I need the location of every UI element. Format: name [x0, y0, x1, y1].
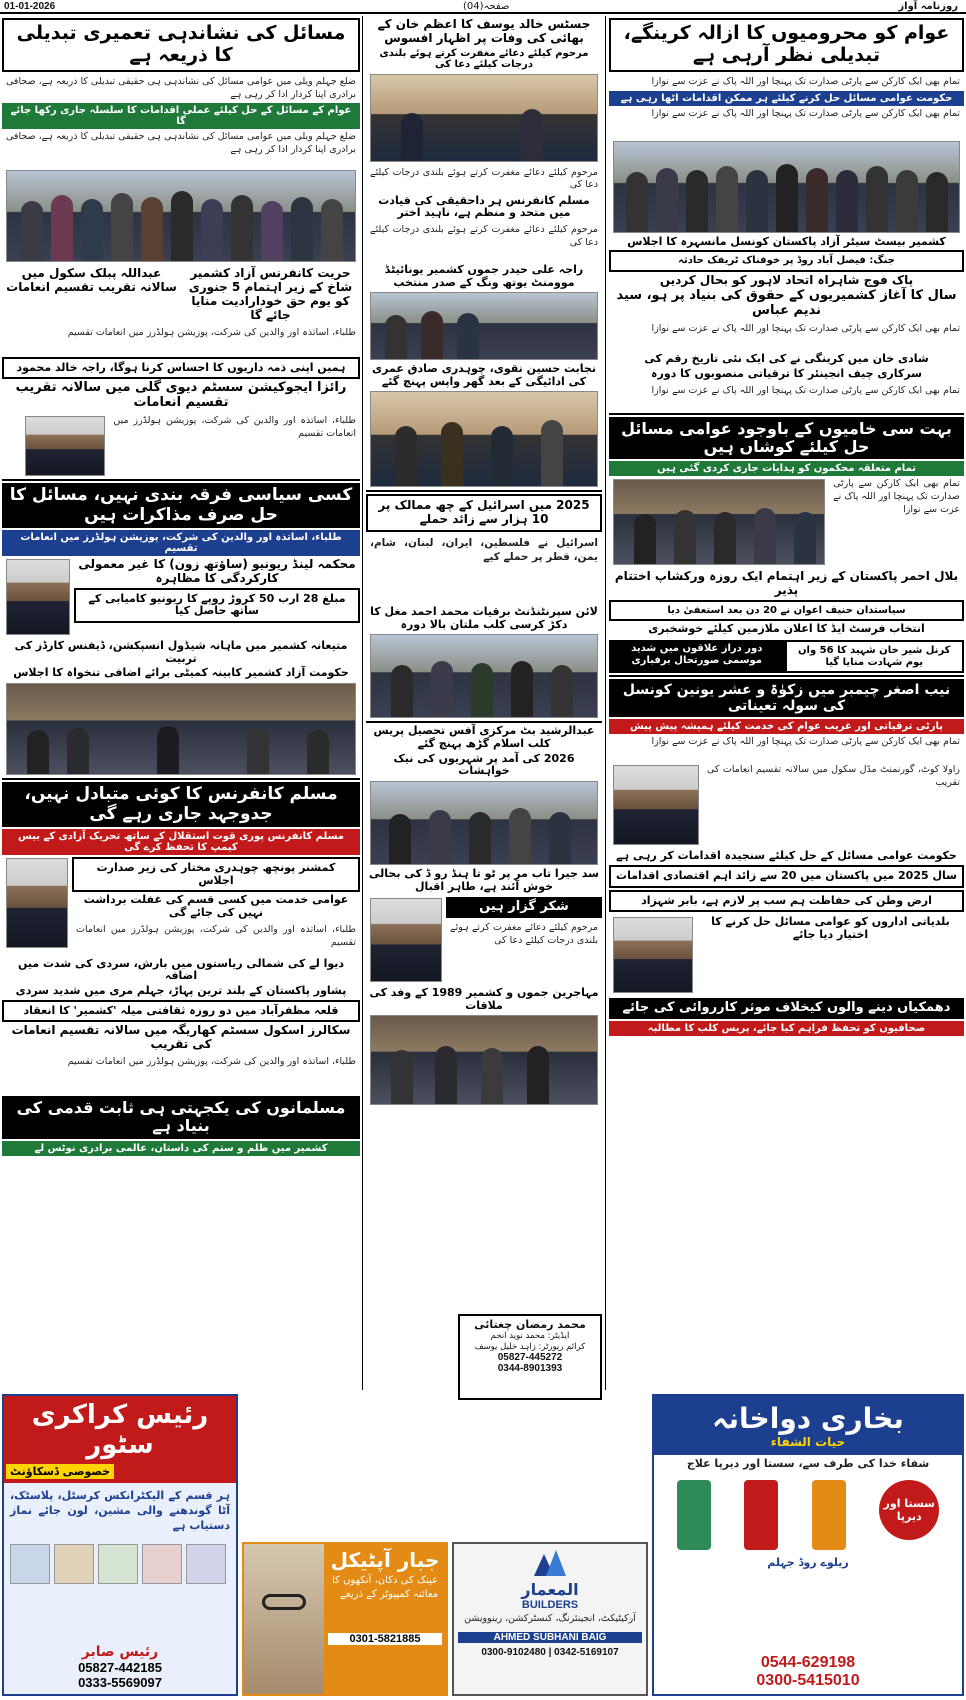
divider [366, 490, 602, 492]
divider [609, 675, 964, 677]
headline-revenue: محکمہ لینڈ ریونیو (ساؤتھ زون) کا غیر معمولی کارکردگی کا مظاہرہ [78, 557, 356, 585]
ad-text: شفاء خدا کی طرف سے، سستا اور دیرپا علاج [686, 1457, 930, 1470]
headline-red-crescent: بلال احمر پاکستان کے زیر اہتمام ایک روزہ ورکشاپ اختتام پذیر [614, 569, 959, 598]
article-body: تمام بھی ایک کارکن سے پارٹی صدارت تک پہنچا اور اللہ پاک نے عزت سے نوازا [651, 384, 960, 396]
headline-deprivation [609, 18, 964, 72]
headline-cold: پشاور پاکستان کے بلند ترین پہاڑ، جہلم مری میں شدید سردی [15, 983, 347, 997]
headline-press-club: عبدالرشید بٹ مرکزی آفس تحصیل پریس کلب اسلام گڑھ پہنچ گئے [373, 724, 595, 750]
headline-migrants: مہاجرین جموں و کشمیر 1989 کے وفد کی ملاقات [369, 986, 599, 1012]
news-strip: صحافیوں کو تحفظ فراہم کیا جائے، پریس کلب کا مطالبہ [609, 1021, 964, 1036]
headline-hanif: سیاستدان حنیف اعوان نے 20 دن بعد استعفیٰ دیا [609, 600, 964, 622]
product-images [4, 1540, 236, 1588]
headline-sher-khan: کرنل شیر خان شہید کا 56 واں یوم شہادت منایا گیا [785, 640, 965, 673]
headline-muslim-conf: مسلم کانفرنس کا کوئی متبادل نہیں، جدوجہد جاری رہے گی [2, 782, 360, 827]
headline-school: عبداللہ پبلک سکول میں سالانہ تقریب تقسیم انعامات [6, 266, 177, 295]
ad-phone: 0544-629198 [760, 1654, 856, 1671]
headline-efforts: بہت سی خامیوں کے باوجود عوامی مسائل حل کیلئے کوشاں ہیں [609, 417, 964, 460]
ad-optical [242, 1542, 448, 1696]
headline-condolence-sub: مرحوم کیلئے دعائے مغفرت کرتے ہوئے بلندی درجات کیلئے دعا کی [379, 47, 589, 71]
headline-public-service: عوامی خدمت میں کسی قسم کی غفلت برداشت نہیں کی جائے گی [83, 893, 349, 920]
editor-phone: 0344-8901393 [497, 1363, 563, 1374]
ad-address: ریلوے روڈ جہلم [767, 1555, 849, 1569]
news-strip: کشمیر میں ظلم و ستم کی داستان، عالمی برادری نوٹس لے [2, 1141, 360, 1156]
headline-babar: ارض وطن کی حفاظت ہم سب پر لازم ہے، بابر شہزاد [609, 890, 964, 913]
portrait-photo [6, 858, 68, 948]
ad-subtitle: حیات الشفاء [770, 1435, 846, 1449]
ad-text: عینک کی دکان، آنکھوں کا معائنہ کمپیوٹر کے ذریعے [332, 1575, 438, 1600]
divider [2, 778, 360, 780]
headline-festival: قلعہ مظفرآباد میں دو روزہ ثقافتی میلہ 'کشمیر' کا انعقاد [2, 1000, 360, 1023]
ad-badge: سستا اور دیرپا [879, 1480, 939, 1540]
divider [2, 479, 360, 481]
ad-phone: 05827-442185 [78, 1660, 162, 1675]
editor-phone: 05827-445272 [497, 1352, 563, 1363]
headline-raiza: رائزا ایجوکیشن سسٹم دیوی گلی میں سالانہ تقریب تقسیم انعامات [15, 380, 347, 411]
article-body: مرحوم کیلئے دعائے مغفرت کرتے ہوئے بلندی درجات کیلئے دعا کی [450, 922, 598, 946]
ad-phone: 0300-5415010 [756, 1672, 860, 1689]
headline-threats: دھمکیاں دینے والوں کیخلاف موثر کارروائی کی جائے [609, 998, 964, 1019]
meeting-photo [370, 74, 598, 162]
headline-zakat: نیب اصغر چیمبر میں زکوٰۃ و عشر یونین کونسل کی سولہ تعیناتی [609, 679, 964, 717]
headline-negotiation: کسی سیاسی فرقہ بندی نہیں، مسائل کا حل صرف مذاکرات ہیں [2, 483, 360, 528]
editor-name: محمد رمضان چغتائی [474, 1318, 586, 1331]
article-body: ضلع جہلم ویلی میں عوامی مسائل کی نشاندہی ہی حقیقی تبدیلی کا ذریعہ ہے، صحافی برادری اپنا کردار ادا کر رہی ہے [6, 131, 356, 156]
ad-title: المعمار [521, 1580, 579, 1599]
headline-inspection: متیعانہ کشمیر میں ماہانہ شیڈول انسپکشن، ڈیفنس کارڈز کی تربیت [14, 639, 348, 665]
headline-raja-ali: راجہ علی حیدر جموں کشمیر یونائیٹڈ موومنٹ یوتھ ونگ کے صدر منتخب [384, 262, 584, 289]
headline-lineman: لائن سپرنٹنڈنٹ برقیات محمد احمد مغل کا دکڑ کرسی کلب ملتان بالا دورہ [370, 605, 598, 631]
headline-govt: حکومت عوامی مسائل کے حل کیلئے سنجیدہ اقدامات کر رہی ہے [616, 849, 957, 863]
group-photo [370, 634, 598, 718]
news-strip: طلباء، اساتذہ اور والدین کی شرکت، پوزیشن ہولڈرز میں انعامات تقسیم [2, 530, 360, 556]
article-body: تمام بھی ایک کارکن سے پارٹی صدارت تک پہنچا اور اللہ پاک نے عزت سے نوازا [651, 323, 960, 335]
group-photo [370, 781, 598, 865]
builders-logo [454, 1544, 646, 1580]
news-strip: عوام کے مسائل کے حل کیلئے عملی اقدامات کا سلسلہ جاری رکھا جائے گا [2, 103, 360, 129]
headline-council: کشمیر بیسٹ سیٹر آزاد پاکستان کونسل مانسہرہ کا اجلاس [627, 234, 946, 248]
article-body: تمام بھی ایک کارکن سے پارٹی صدارت تک پہنچا اور اللہ پاک نے عزت سے نوازا [651, 736, 960, 748]
ad-phone: 0300-9102480 | 0342-5169107 [481, 1646, 619, 1658]
headline-raja: ہمیں اپنی ذمہ داریوں کا احساس کرنا ہوگا، راجہ خالد محمود [2, 357, 360, 380]
headline-nahid: مسلم کانفرنس ہر داحقیقی کی قیادت میں متحد و منظم ہے، ناہید اختر [378, 193, 590, 220]
article-body: مرحوم کیلئے دعائے مغفرت کرتے ہوئے بلندی درجات کیلئے دعا کی [370, 223, 598, 248]
portrait-photo [370, 898, 442, 982]
headline-road: سد جیرا تاب مر پر ٹو تا ہنڈ رو ڈ کی بحالی خوش آئند ہے، طاہر اقبال [369, 866, 599, 893]
headline-army: پاک فوج شاہراہ اتحاد لاہور کو بحال کردیں [659, 272, 914, 287]
headline-thanks: شکر گزار ہیں [446, 897, 602, 918]
masthead [0, 0, 966, 14]
headline-commissioner: کمشنر پونچھ چوہدری مختار کی زیر صدارت اجلاس [72, 857, 360, 892]
headline-najabat: نجابت حسین نقوی، چوہدری صادق عمری کی ادائیگی کے بعد گھر واپس پہنچ گئے [372, 362, 596, 388]
headline-shadi-khan: شادی خان میں کرینگی نے کی ایک نئی تاریخ رقم کی [644, 352, 929, 366]
news-strip: تمام متعلقہ محکموں کو ہدایات جاری کردی گئی ہیں [609, 461, 964, 476]
ad-title: رئیس کراکری سٹور [31, 1400, 209, 1460]
headline-cabinet: حکومت آزاد کشمیر کابینہ کمیٹی برائے اضافی تنخواہ کا اجلاس [13, 666, 349, 680]
headline-text: مسائل کی نشاندہی تعمیری تبدیلی کا ذریعہ ہے [16, 22, 346, 66]
article-body: تمام بھی ایک کارکن سے پارٹی صدارت تک پہنچا اور اللہ پاک نے عزت سے نوازا [651, 75, 960, 87]
portrait-photo [613, 765, 699, 845]
headline-local-bodies: بلدیاتی اداروں کو عوامی مسائل حل کرنے کا اختیار دیا جائے [711, 915, 950, 941]
article-body: ضلع جہلم ویلی میں عوامی مسائل کی نشاندہی ہی حقیقی تبدیلی کا ذریعہ ہے، صحافی برادری اپنا کردار ادا کر رہی ہے [6, 75, 356, 100]
article-body: طلباء، اساتذہ اور والدین کی شرکت، پوزیشن ہولڈرز میں انعامات تقسیم [67, 1055, 356, 1067]
article-body: تمام بھی ایک کارکن سے پارٹی صدارت تک پہنچا اور اللہ پاک نے عزت سے نوازا [651, 107, 960, 119]
article-body: طلباء، اساتذہ اور والدین کی شرکت، پوزیشن ہولڈرز میں انعامات تقسیم [67, 326, 356, 338]
article-body: طلباء، اساتذہ اور والدین کی شرکت، پوزیشن ہولڈرز میں انعامات تقسیم [113, 415, 356, 439]
editor-line: کرائم رپورٹر: زاہد خلیل یوسف [474, 1342, 586, 1352]
divider [609, 413, 964, 415]
headline-text: عوام کو محرومیوں کا ازالہ کرینگے، تبدیلی نظر آرہی ہے [623, 22, 950, 66]
group-photo [370, 391, 598, 487]
group-photo [6, 170, 356, 262]
ad-phone: 0301-5821885 [328, 1633, 442, 1645]
headline-unity: مسلمانوں کی یکجہتی ہی ثابت قدمی کی بنیاد ہے [2, 1096, 360, 1139]
portrait-photo [6, 559, 70, 635]
headline-nadeem: سال کا آغاز کشمیریوں کے حقوق کی بنیاد پر ہو، سید ندیم عباس [616, 288, 957, 319]
headline-engineer: سرکاری چیف انجینئر کا ترقیاتی منصوبوں کا دورہ [651, 366, 922, 380]
headline-weather: دیوا لے کی شمالی ریاستوں میں بارش، سردی کی شدت میں اضافہ [17, 956, 345, 983]
group-photo [370, 292, 598, 360]
headline-revenue-sub: مبلغ 28 ارب 50 کروڑ روپے کا ریونیو کامیابی کے ساتھ حاصل کیا [74, 588, 360, 623]
right-column [609, 16, 964, 1390]
ad-crockery-store [2, 1394, 238, 1696]
issue-date: 01-01-2026 [4, 1, 56, 12]
column-divider [362, 16, 363, 1390]
middle-column [366, 16, 602, 1390]
ad-owner: رئیس صابر [81, 1644, 159, 1660]
ad-text: آرکیٹیکٹ، انجینئرنگ، کنسٹرکشن، رینوویشن [464, 1613, 636, 1624]
headline-condolence: جسٹس خالد یوسف کا اعظم خان کے بھائی کی وفات پر اظہار افسوس [377, 17, 591, 45]
headline-scholars: سکالرز اسکول سسٹم کھاریگہ میں سالانہ تقسیم انعامات کی تقریب [11, 1023, 351, 1052]
portrait-photo [613, 917, 693, 993]
headline-israel: 2025 میں اسرائیل کے چھ ممالک پر 10 ہزار سے زائد حملے [366, 494, 602, 532]
ad-title: جبار آپٹیکل [330, 1548, 440, 1572]
meeting-photo [6, 683, 356, 775]
headline-snowfall: دور دراز علاقوں میں شدید موسمی صورتحال برفباری [609, 640, 785, 673]
headline-hurriyat: حریت کانفرنس آزاد کشمیر شاخ کے زیر اہتمام 5 جنوری کو یوم حق خودارادیت منایا جائے گا [188, 266, 353, 322]
ad-title: بخاری دواخانہ [712, 1402, 904, 1435]
editorial-box [458, 1314, 602, 1400]
paper-name: روزنامہ آواز [898, 1, 958, 12]
headline-newyear: 2026 کی آمد پر شہریوں کی نیک خواہشات [393, 751, 575, 778]
ad-phone: 0333-5569097 [78, 1675, 162, 1690]
headline-first-aid: انتخاب فرسٹ ایڈ کا اعلان ملازمین کیلئے خوشخبری [648, 622, 925, 636]
column-divider [605, 16, 606, 1390]
headline-accident: جنگ: فیصل آباد روڈ پر خوفناک ٹریفک حادثہ [609, 250, 964, 272]
ad-builders [452, 1542, 648, 1696]
article-body: تمام بھی ایک کارکن سے پارٹی صدارت تک پہنچا اور اللہ پاک نے عزت سے نوازا [833, 478, 960, 515]
ad-text: ہر قسم کے الیکٹرانکس کرسٹل، پلاسٹک، آٹا گوندھنے والی مشین، لون جائے نماز دستیاب ہے [10, 1489, 230, 1532]
group-photo [370, 1015, 598, 1105]
ad-subtitle: BUILDERS [521, 1599, 579, 1611]
headline-2025: سال 2025 میں پاکستان میں 20 سے زائد اہم اقتصادی اقدامات [609, 865, 964, 888]
model-image [244, 1544, 324, 1694]
article-body: طلباء، اساتذہ اور والدین کی شرکت، پوزیشن ہولڈرز میں انعامات تقسیم [76, 923, 356, 948]
ad-owner: AHMED SUBHANI BAIG [458, 1632, 642, 1643]
group-photo [613, 141, 960, 233]
article-body: راولا کوٹ، گورنمنٹ مڈل سکول میں سالانہ تقسیم انعامات کی تقریب [707, 764, 960, 789]
portrait-photo [25, 416, 105, 476]
left-column [2, 16, 360, 1390]
ad-pharmacy [652, 1394, 964, 1696]
article-body: اسرائیل نے فلسطین، ایران، لبنان، شام، یمن، قطر پر حملے کیے [370, 537, 598, 564]
article-body: مرحوم کیلئے دعائے مغفرت کرتے ہوئے بلندی درجات کیلئے دعا کی [370, 166, 598, 191]
news-strip: پارٹی ترقیاتی اور غریب عوام کی خدمت کیلئے ہمیشہ پیش پیش [609, 719, 964, 734]
news-strip: حکومت عوامی مسائل حل کرنے کیلئے ہر ممکن اقدامات اٹھا رہی ہے [609, 91, 964, 106]
divider [366, 721, 602, 723]
event-photo [613, 479, 825, 565]
headline-issues [2, 18, 360, 72]
ad-badge: خصوصی ڈسکاؤنٹ [6, 1464, 114, 1479]
news-strip: مسلم کانفرنس پوری قوت استقلال کے ساتھ تحریک آزادی کے بیس کیمپ کا تحفظ کرے گی [2, 829, 360, 855]
page-number: صفحہ(04) [463, 1, 510, 12]
editor-line: ایڈیٹر: محمد نوید انجم [490, 1331, 570, 1341]
product-bottles [654, 1474, 962, 1556]
